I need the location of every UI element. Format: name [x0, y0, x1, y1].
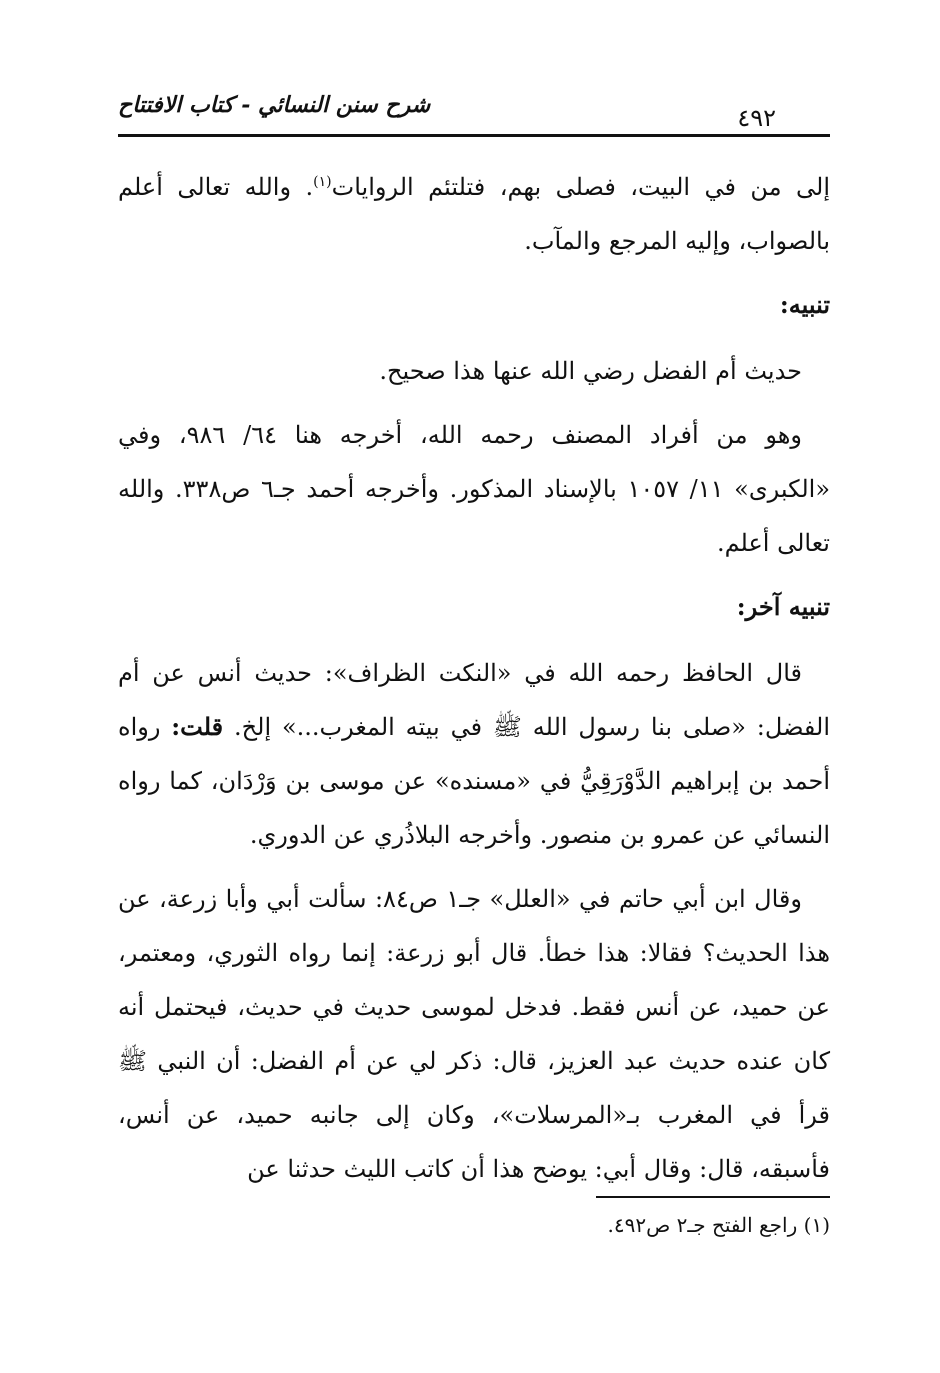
paragraph-4-text-a: قال الحافظ رحمه الله في «النكت الظراف»: حديث أنس عن أم الفضل: «صلى بنا رسول الله ﷺ في بيته المغرب...» إلخ.	[118, 659, 830, 741]
paragraph-4	[118, 646, 830, 862]
heading-tanbih-akhar: تنبيه آخر:	[736, 592, 830, 621]
page-number: ٤٩٢	[737, 104, 776, 132]
paragraph-2: حديث أم الفضل رضي الله عنها هذا صحيح.	[379, 357, 802, 385]
paragraph-4-text-b: رواه أحمد بن إبراهيم الدَّوْرَقِيُّ في «مسنده» عن موسى بن وَرْدَان، كما رواه النسائي عن عمرو بن منصور. وأخرجه البلاذُري عن الدوري.	[118, 713, 830, 849]
page-body	[118, 160, 830, 1206]
paragraph-3: وهو من أفراد المصنف رحمه الله، أخرجه هنا ٦٤/ ٩٨٦، وفي «الكبرى» ١١/ ١٠٥٧ بالإسناد المذكور. وأخرجه أحمد جـ٦ ص٣٣٨. والله تعالى أعلم.	[118, 421, 831, 557]
footnote-rule	[596, 1196, 830, 1198]
page-header	[118, 92, 830, 142]
paragraph-1	[118, 160, 830, 268]
paragraph-1-end: . والله تعالى أعلم بالصواب، وإليه المرجع والمآب.	[118, 173, 830, 255]
heading-tanbih: تنبيه:	[779, 290, 830, 319]
running-title: شرح سنن النسائي - كتاب الافتتاح	[118, 92, 431, 118]
footnote-reference: (١)	[313, 174, 332, 190]
qult-label: قلت:	[171, 712, 224, 741]
paragraph-5: وقال ابن أبي حاتم في «العلل» جـ١ ص٨٤: سألت أبي وأبا زرعة، عن هذا الحديث؟ فقالا: هذا خطأ. قال أبو زرعة: إنما رواه الثوري، ومعتمر، عن حميد، عن أنس فقط. فدخل لموسى حديث في حديث، فيحتمل أنه كان عنده حديث عبد العزيز، قال: ذكر لي عن أم الفضل: أن النبي ﷺ قرأ في المغرب بـ«المرسلات»، وكان إلى جانبه حميد، عن أنس، فأسبقه، قال: وقال أبي: يوضح هذا أن كاتب الليث حدثنا عن	[118, 885, 830, 1183]
footnote: (١) راجع الفتح جـ٢ ص٤٩٢.	[607, 1213, 830, 1237]
paragraph-1-text: إلى من في البيت، فصلى بهم، فتلتئم الروايات	[331, 173, 830, 201]
header-rule	[118, 134, 830, 137]
